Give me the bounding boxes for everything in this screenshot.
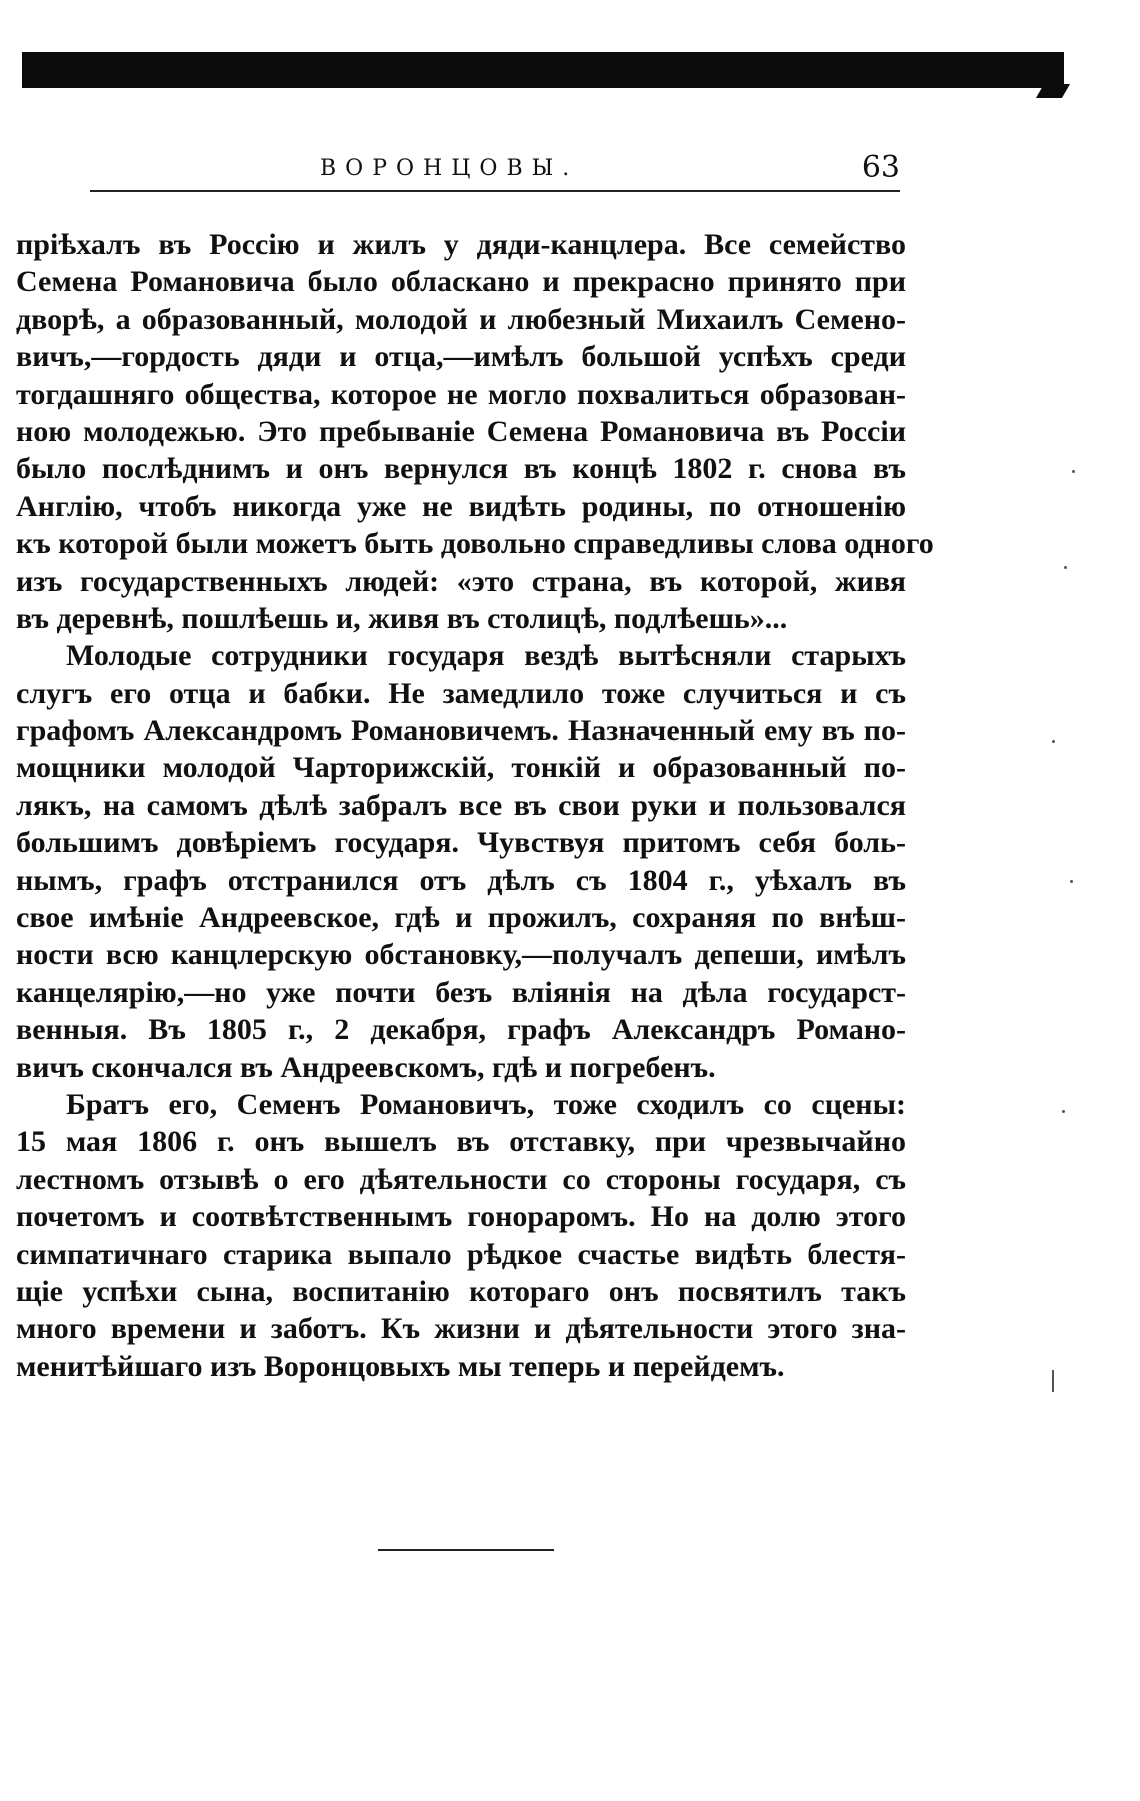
text-line: венныя. Въ 1805 г., 2 декабря, графъ Александръ Романо- <box>16 1013 906 1047</box>
scan-edge-bar <box>22 52 1064 88</box>
text-line: щіе успѣхи сына, воспитанію котораго онъ посвятилъ такъ <box>16 1274 906 1308</box>
text-line: вичъ скончался въ Андреевскомъ, гдѣ и погребенъ. <box>16 1050 716 1084</box>
end-rule <box>378 1549 554 1551</box>
text-line: вичъ,—гордость дяди и отца,—имѣлъ большой успѣхъ среди <box>16 340 906 374</box>
text-line: 15 мая 1806 г. онъ вышелъ въ отставку, при чрезвычайно <box>16 1125 906 1159</box>
text-line: пріѣхалъ въ Россію и жилъ у дяди-канцлера. Все семейство <box>16 228 906 261</box>
margin-speck <box>1070 880 1073 883</box>
text-line: лестномъ отзывѣ о его дѣятельности со стороны государя, съ <box>16 1162 906 1196</box>
margin-speck <box>1064 566 1067 569</box>
margin-speck <box>1052 1370 1054 1392</box>
running-title: ВОРОНЦОВЫ. <box>320 156 579 181</box>
text-line: дворѣ, а образованный, молодой и любезный Михаилъ Семено- <box>16 302 906 336</box>
text-line: большимъ довѣріемъ государя. Чувствуя притомъ себя боль- <box>16 826 906 860</box>
text-line: менитѣйшаго изъ Воронцовыхъ мы теперь и перейдемъ. <box>16 1349 785 1383</box>
paragraph <box>16 637 906 1086</box>
text-line: почетомъ и соотвѣтственнымъ гонораромъ. Но на долю этого <box>16 1200 906 1234</box>
paragraph <box>16 1086 906 1385</box>
text-line: канцелярію,—но уже почти безъ вліянія на дѣла государст- <box>16 975 906 1009</box>
text-line: въ деревнѣ, пошлѣешь и, живя въ столицѣ, подлѣешь»... <box>16 601 788 635</box>
text-line: Молодые сотрудники государя вездѣ вытѣсняли старыхъ <box>66 639 906 673</box>
text-line: Англію, чтобъ никогда уже не видѣть родины, по отношенію <box>16 489 906 523</box>
text-line: тогдашняго общества, которое не могло похвалиться образован- <box>16 377 906 411</box>
text-line: къ которой были можетъ быть довольно справедливы слова одного <box>16 527 934 561</box>
text-line: много времени и заботъ. Къ жизни и дѣятельности этого зна- <box>16 1312 906 1346</box>
text-line: графомъ Александромъ Романовичемъ. Назначенный ему въ по- <box>16 714 906 748</box>
running-head <box>90 150 900 192</box>
text-line: Братъ его, Семенъ Романовичъ, тоже сходилъ со сцены: <box>66 1087 906 1121</box>
paragraph <box>16 226 934 637</box>
page-number: 63 <box>861 150 900 185</box>
margin-speck <box>1072 470 1075 473</box>
text-line: слугъ его отца и бабки. Не замедлило тоже случиться и съ <box>16 676 906 710</box>
body-text <box>16 226 934 1385</box>
text-line: нымъ, графъ отстранился отъ дѣлъ съ 1804 г., уѣхалъ въ <box>16 863 906 897</box>
margin-speck <box>1052 740 1055 743</box>
text-line: свое имѣніе Андреевское, гдѣ и прожилъ, сохраняя по внѣш- <box>16 901 906 935</box>
margin-speck <box>1062 1110 1065 1113</box>
text-line: было послѣднимъ и онъ вернулся въ концѣ 1802 г. снова въ <box>16 452 906 486</box>
text-line: ности всю канцлерскую обстановку,—получалъ депеши, имѣлъ <box>16 938 906 972</box>
text-line: мощники молодой Чарторижскій, тонкій и образованный по- <box>16 751 906 785</box>
text-line: симпатичнаго старика выпало рѣдкое счастье видѣть блестя- <box>16 1237 906 1271</box>
text-line: ною молодежью. Это пребываніе Семена Романовича въ Россіи <box>16 414 906 448</box>
text-line: лякъ, на самомъ дѣлѣ забралъ все въ свои руки и пользовался <box>16 788 906 822</box>
text-line: изъ государственныхъ людей: «это страна, въ которой, живя <box>16 564 906 598</box>
text-line: Семена Романовича было обласкано и прекрасно принято при <box>16 265 906 299</box>
